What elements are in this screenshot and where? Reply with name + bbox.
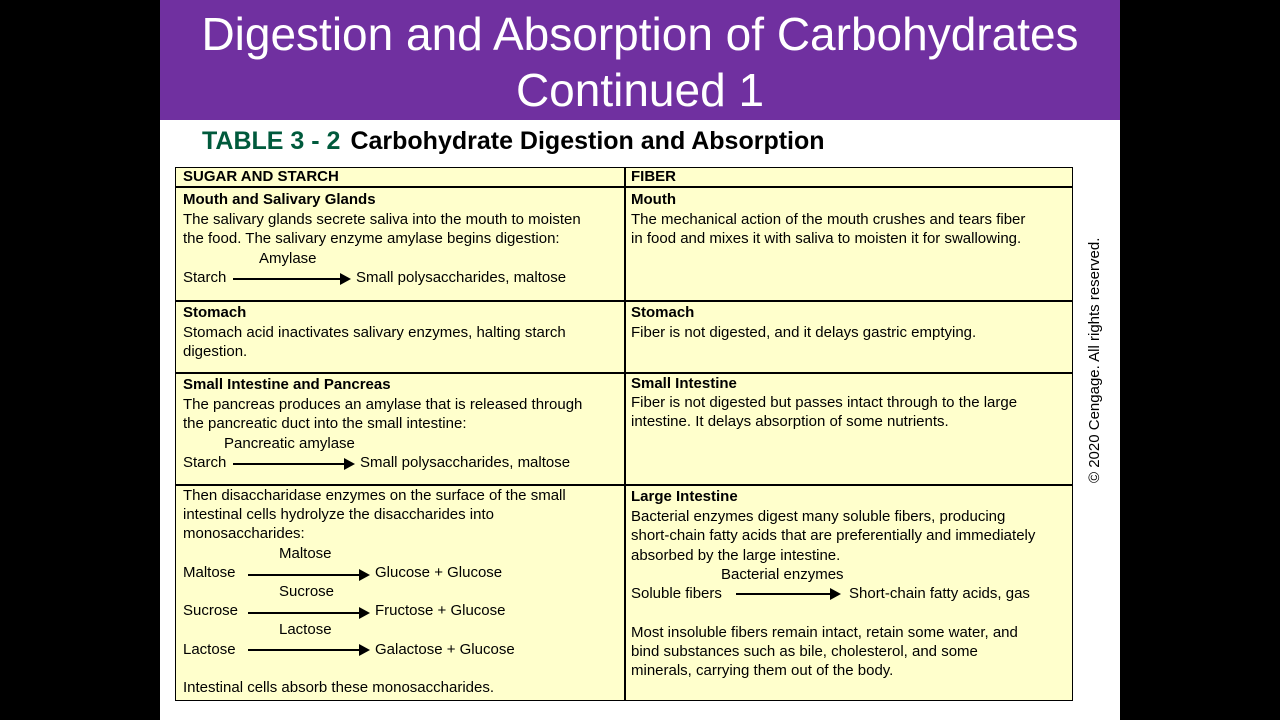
left-small-intestine-title: Small Intestine and Pancreas [183, 376, 391, 393]
enzyme-label-pancreatic-amylase: Pancreatic amylase [224, 435, 355, 452]
left-mouth-line: The salivary glands secrete saliva into the mouth to moisten [183, 211, 581, 228]
right-large-intestine-line: short-chain fatty acids that are preferentially and immediately [631, 527, 1036, 544]
enzyme-label-lactase: Lactose [279, 621, 332, 638]
left-small-intestine-line: The pancreas produces an amylase that is released through [183, 396, 583, 413]
enzyme-label-maltase: Maltose [279, 545, 332, 562]
slide-title-line-2: Continued 1 [515, 64, 765, 116]
left-mouth-line: the food. The salivary enzyme amylase begins digestion: [183, 230, 560, 247]
right-mouth-line: The mechanical action of the mouth crushes and tears fiber [631, 211, 1026, 228]
enzyme-label-sucrase: Sucrose [279, 583, 335, 600]
substrate-maltose: Maltose [183, 564, 236, 581]
left-stomach-line: Stomach acid inactivates salivary enzymes, halting starch [183, 324, 566, 341]
reaction-arrow [248, 612, 368, 614]
right-small-intestine-line: Fiber is not digested but passes intact through to the large [631, 394, 1018, 411]
enzyme-label-amylase: Amylase [259, 250, 317, 267]
right-small-intestine-title: Small Intestine [631, 375, 737, 392]
left-disaccharidase-line: intestinal cells hydrolyze the disaccharides into [183, 506, 494, 523]
product-label: Fructose + Glucose [375, 602, 506, 619]
right-stomach-title: Stomach [631, 304, 695, 321]
left-small-intestine-line: the pancreatic duct into the small intestine: [183, 415, 467, 432]
row-divider-mouth [176, 300, 1072, 302]
slide [160, 0, 1120, 720]
left-disaccharidase-line: Then disaccharidase enzymes on the surface of the small [183, 487, 566, 504]
substrate-lactose: Lactose [183, 641, 236, 658]
right-large-intestine-line: minerals, carrying them out of the body. [631, 662, 894, 679]
right-mouth-line: in food and mixes it with saliva to moisten it for swallowing. [631, 230, 1022, 247]
substrate-sucrose: Sucrose [183, 602, 239, 619]
left-disaccharidase-line: monosaccharides: [183, 525, 305, 542]
right-large-intestine-line: absorbed by the large intestine. [631, 547, 841, 564]
product-label: Short-chain fatty acids, gas [849, 585, 1030, 602]
left-mouth-title: Mouth and Salivary Glands [183, 191, 376, 208]
product-label: Small polysaccharides, maltose [360, 454, 571, 471]
product-label: Glucose + Glucose [375, 564, 503, 581]
header-fiber: FIBER [631, 168, 676, 185]
right-small-intestine-line: intestine. It delays absorption of some nutrients. [631, 413, 949, 430]
reaction-arrow [248, 649, 368, 651]
copyright-notice: © 2020 Cengage. All rights reserved. [1086, 237, 1103, 483]
right-large-intestine-title: Large Intestine [631, 488, 738, 505]
left-absorb-line: Intestinal cells absorb these monosaccharides. [183, 679, 495, 696]
product-label: Small polysaccharides, maltose [356, 269, 567, 286]
slide-title-line-1: Digestion and Absorption of Carbohydrates [201, 8, 1079, 60]
right-large-intestine-line: Most insoluble fibers remain intact, retain some water, and [631, 624, 1018, 641]
table-number: TABLE 3 - 2 [202, 127, 341, 155]
right-stomach-line: Fiber is not digested, and it delays gastric emptying. [631, 324, 977, 341]
reaction-arrow [248, 574, 368, 576]
product-label: Galactose + Glucose [375, 641, 515, 658]
table-title: Carbohydrate Digestion and Absorption [350, 127, 825, 155]
header-sugar-and-starch: SUGAR AND STARCH [183, 168, 339, 185]
column-divider [624, 168, 626, 700]
title-banner [160, 0, 1120, 120]
substrate-starch: Starch [183, 269, 227, 286]
left-stomach-line: digestion. [183, 343, 248, 360]
reaction-arrow [233, 278, 349, 280]
table-heading [202, 127, 825, 156]
digestion-table [175, 167, 1073, 701]
right-mouth-title: Mouth [631, 191, 676, 208]
reaction-arrow [233, 463, 353, 465]
right-large-intestine-line: bind substances such as bile, cholesterol, and some [631, 643, 978, 660]
right-large-intestine-line: Bacterial enzymes digest many soluble fibers, producing [631, 508, 1006, 525]
left-stomach-title: Stomach [183, 304, 247, 321]
row-divider-stomach [176, 372, 1072, 374]
reaction-arrow [736, 593, 839, 595]
substrate-starch: Starch [183, 454, 227, 471]
substrate-soluble-fibers: Soluble fibers [631, 585, 722, 602]
enzyme-label-bacterial-enzymes: Bacterial enzymes [721, 566, 844, 583]
